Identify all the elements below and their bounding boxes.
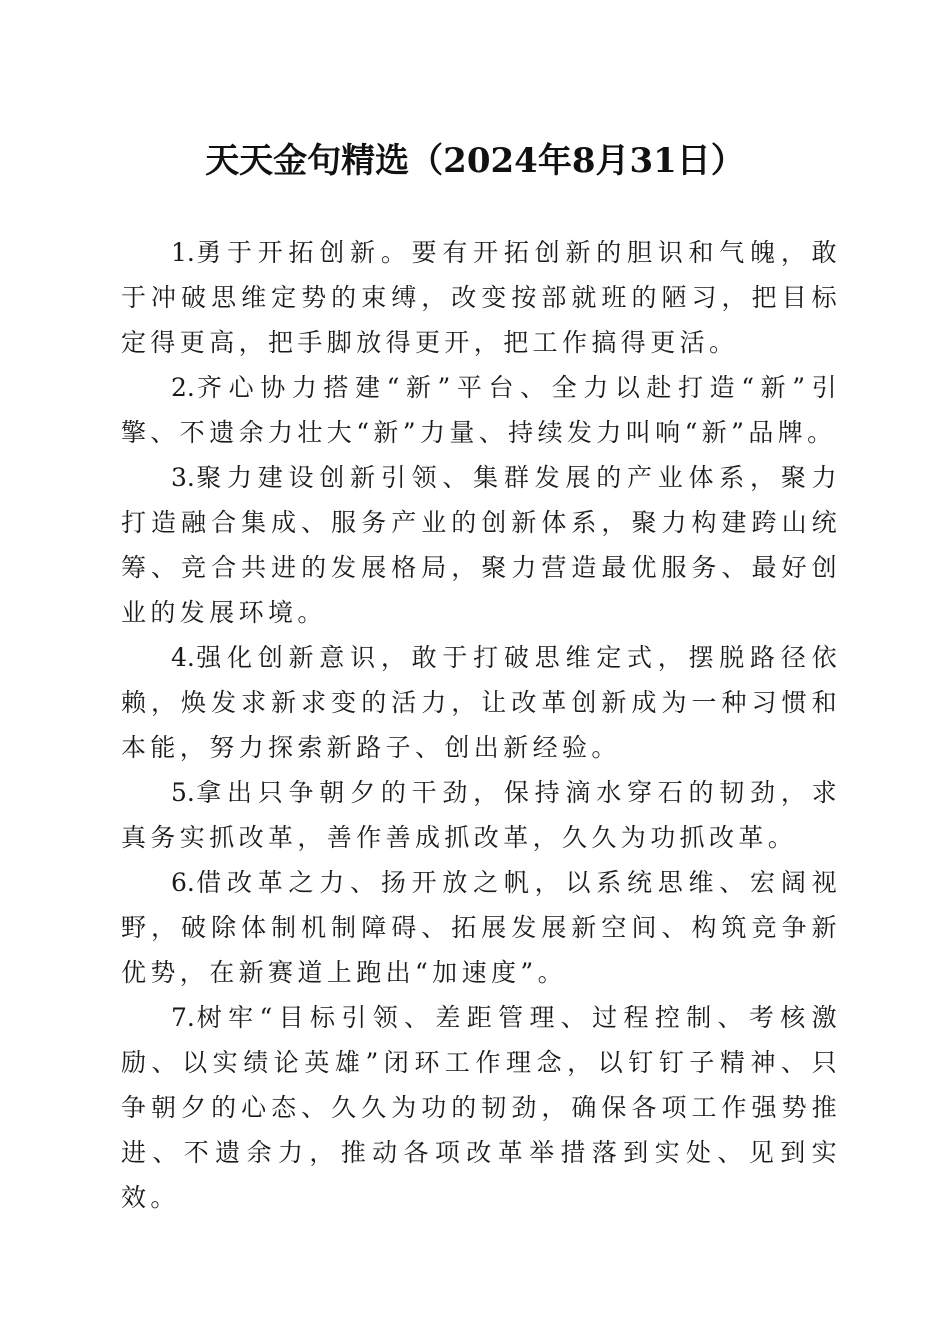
list-item [121,455,841,635]
list-item [121,770,841,860]
item-text: 聚力建设创新引领、集群发展的产业体系，聚力打造融合集成、服务产业的创新体系，聚力构建跨山统筹、竞合共进的发展格局，聚力营造最优服务、最好创业的发展环境。 [121,463,841,627]
list-item [121,860,841,995]
page-title: 天天金句精选（2024年8月31日） [205,141,745,181]
item-number: 1. [171,238,195,267]
item-text: 树牢“目标引领、差距管理、过程控制、考核激励、以实绩论英雄”闭环工作理念，以钉钉子精神、只争朝夕的心态、久久为功的韧劲，确保各项工作强势推进、不遗余力，推动各项改革举措落到实处、见到实效。 [121,1003,841,1212]
item-text: 勇于开拓创新。要有开拓创新的胆识和气魄，敢于冲破思维定势的束缚，改变按部就班的陋习，把目标定得更高，把手脚放得更开，把工作搞得更活。 [121,238,841,357]
list-item [121,995,841,1220]
item-number: 6. [171,868,195,897]
item-number: 7. [171,1003,195,1032]
list-item [121,365,841,455]
item-text: 拿出只争朝夕的干劲，保持滴水穿石的韧劲，求真务实抓改革，善作善成抓改革，久久为功抓改革。 [121,778,841,852]
item-text: 强化创新意识，敢于打破思维定式，摆脱路径依赖，焕发求新求变的活力，让改革创新成为一种习惯和本能，努力探索新路子、创出新经验。 [121,643,841,762]
item-number: 5. [171,778,195,807]
quote-list [121,230,841,1220]
item-text: 借改革之力、扬开放之帆，以系统思维、宏阔视野，破除体制机制障碍、拓展发展新空间、构筑竞争新优势，在新赛道上跑出“加速度”。 [121,868,841,987]
item-number: 3. [171,463,195,492]
item-number: 2. [171,373,195,402]
item-text: 齐心协力搭建“新”平台、全力以赴打造“新”引擎、不遗余力壮大“新”力量、持续发力叫响“新”品牌。 [121,373,841,447]
item-number: 4. [171,643,195,672]
list-item [121,230,841,365]
list-item [121,635,841,770]
